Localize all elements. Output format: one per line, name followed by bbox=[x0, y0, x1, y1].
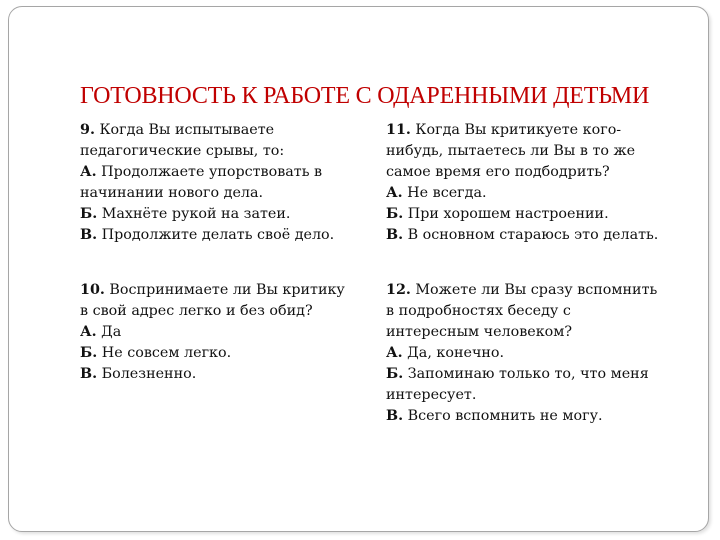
option-letter: А. bbox=[386, 185, 403, 201]
option-letter: А. bbox=[80, 164, 97, 180]
option-text: Болезненно. bbox=[101, 366, 197, 382]
question-number: 9. bbox=[80, 122, 95, 138]
option-text: Не совсем легко. bbox=[101, 345, 232, 361]
question-number: 11. bbox=[386, 122, 411, 138]
answer-option-v bbox=[386, 225, 678, 246]
question-text: Когда Вы критикуете кого- bbox=[415, 122, 622, 138]
option-text: Махнёте рукой на затеи. bbox=[101, 206, 291, 222]
question-line bbox=[80, 120, 372, 141]
option-letter: Б. bbox=[386, 206, 404, 222]
option-letter: В. bbox=[386, 227, 404, 243]
question-10 bbox=[80, 280, 372, 385]
question-text: Когда Вы испытываете bbox=[99, 122, 275, 138]
question-9 bbox=[80, 120, 372, 246]
option-letter: Б. bbox=[386, 366, 404, 382]
option-text: Да bbox=[101, 324, 122, 340]
question-number: 10. bbox=[80, 282, 105, 298]
option-letter: Б. bbox=[80, 206, 98, 222]
question-line bbox=[386, 120, 678, 141]
option-letter: В. bbox=[80, 366, 98, 382]
question-text: педагогические срывы, то: bbox=[80, 143, 285, 159]
answer-option-b bbox=[80, 204, 372, 225]
question-line bbox=[386, 280, 678, 301]
question-text: Можете ли Вы сразу вспомнить bbox=[415, 282, 658, 298]
option-text: При хорошем настроении. bbox=[407, 206, 609, 222]
answer-option-b bbox=[386, 204, 678, 225]
answer-option-v bbox=[386, 406, 678, 427]
option-text: Продолжите делать своё дело. bbox=[101, 227, 335, 243]
question-text: Воспринимаете ли Вы критику bbox=[109, 282, 345, 298]
answer-option-a bbox=[80, 322, 372, 343]
option-letter: А. bbox=[80, 324, 97, 340]
option-text-continued: начинании нового дела. bbox=[80, 185, 264, 201]
option-text: Да, конечно. bbox=[407, 345, 505, 361]
answer-option-b bbox=[386, 364, 678, 385]
option-text: Всего вспомнить не могу. bbox=[407, 408, 603, 424]
option-text: Запоминаю только то, что меня bbox=[407, 366, 649, 382]
question-11 bbox=[386, 120, 678, 246]
answer-option-a bbox=[80, 162, 372, 183]
option-letter: В. bbox=[80, 227, 98, 243]
answer-option-v bbox=[80, 364, 372, 385]
answer-option-v bbox=[80, 225, 372, 246]
option-text: Продолжаете упорствовать в bbox=[101, 164, 323, 180]
answer-option-a bbox=[386, 183, 678, 204]
answer-option-a bbox=[386, 343, 678, 364]
question-text: интересным человеком? bbox=[386, 324, 573, 340]
option-letter: Б. bbox=[80, 345, 98, 361]
question-number: 12. bbox=[386, 282, 411, 298]
question-text: нибудь, пытаетесь ли Вы в то же bbox=[386, 143, 636, 159]
question-text: в подробностях беседу с bbox=[386, 303, 571, 319]
option-text-continued: интересует. bbox=[386, 387, 477, 403]
question-line bbox=[80, 280, 372, 301]
option-text: Не всегда. bbox=[407, 185, 487, 201]
question-text: самое время его подбодрить? bbox=[386, 164, 610, 180]
slide-frame bbox=[8, 6, 709, 532]
option-text: В основном стараюсь это делать. bbox=[407, 227, 659, 243]
option-letter: А. bbox=[386, 345, 403, 361]
slide-title: ГОТОВНОСТЬ К РАБОТЕ С ОДАРЕННЫМИ ДЕТЬМИ bbox=[80, 83, 650, 109]
option-letter: В. bbox=[386, 408, 404, 424]
question-text: в свой адрес легко и без обид? bbox=[80, 303, 313, 319]
question-12 bbox=[386, 280, 678, 427]
answer-option-b bbox=[80, 343, 372, 364]
